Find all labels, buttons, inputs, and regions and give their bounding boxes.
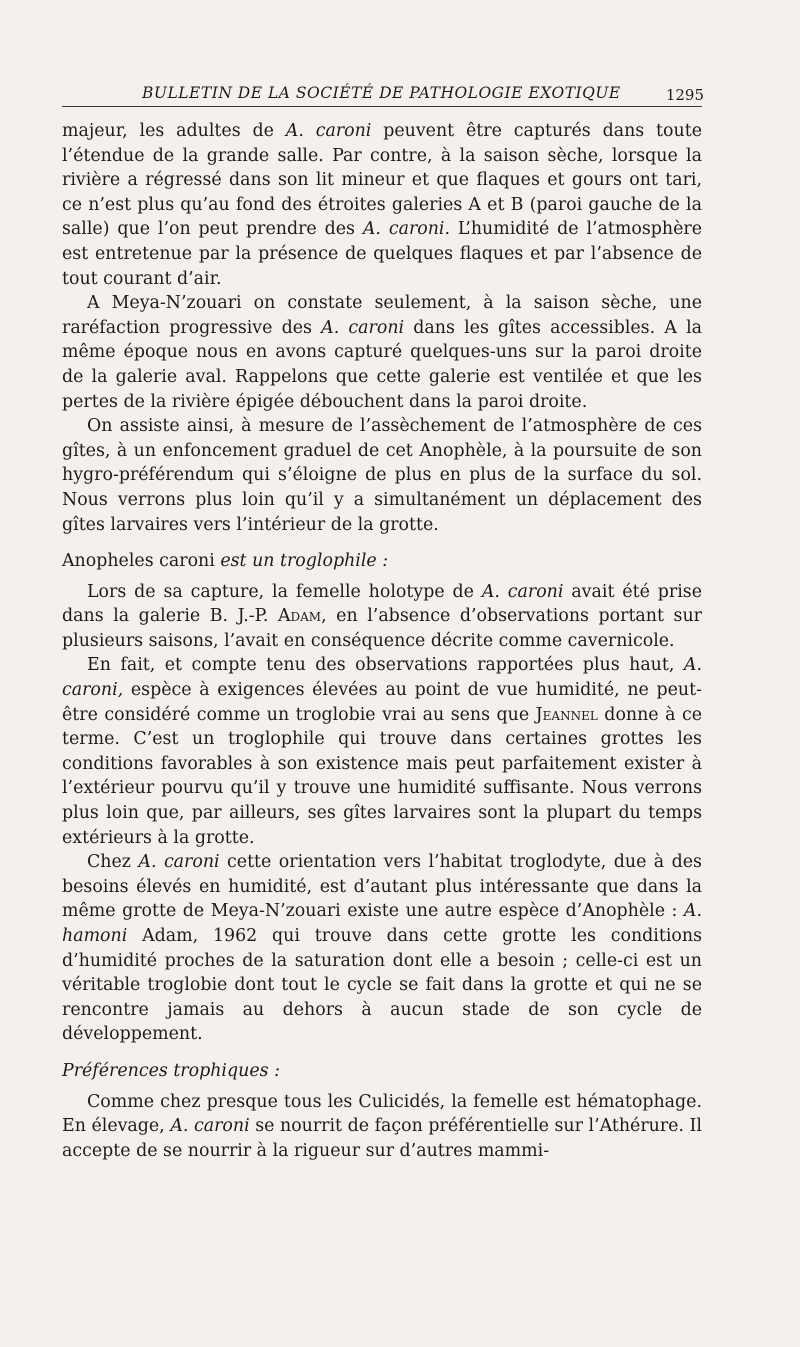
page-number: 1295 xyxy=(665,86,704,104)
section-heading-trophic: Préférences trophiques : xyxy=(62,1060,280,1081)
paragraph-5: En fait, et compte tenu des observations rapportées plus haut, A. caroni, espèce à exigences élevées au point de vue humidité, ne peut-être considéré comme un troglobie vrai au sens que Jeannel donne à ce terme. C’est un troglophile qui trouve dans certaines grottes les conditions favorables à son existence mais peut parfaitement exister à l’extérieur pourvu qu’il y trouve une humidité suffisante. Nous verrons plus loin que, par ailleurs, ses gîtes larvaires sont la plupart du temps extérieurs à la grotte. xyxy=(62,655,702,848)
body-text xyxy=(62,119,702,1163)
paragraph-6: Chez A. caroni cette orientation vers l’habitat troglodyte, due à des besoins élevés en humidité, est d’autant plus intéressante que dans la même grotte de Meya-N’zouari existe une autre espèce d’Anophèle : A. hamoni Adam, 1962 qui trouve dans cette grotte les conditions d’humidité proches de la saturation dont elle a besoin ; celle-ci est un véritable troglobie dont tout le cycle se fait dans la grotte et qui ne se rencontre jamais au dehors à aucun stade de son cycle de développement. xyxy=(62,852,702,1045)
paragraph-2: A Meya-N’zouari on constate seulement, à la saison sèche, une raréfaction progressive des A. caroni dans les gîtes accessibles. A la même époque nous en avons capturé quelques-uns sur la paroi droite de la galerie aval. Rappelons que cette galerie est ventilée et que les pertes de la rivière épigée débouchent dans la paroi droite. xyxy=(62,293,702,412)
paragraph-4: Lors de sa capture, la femelle holotype de A. caroni avait été prise dans la galerie B. J.-P. Adam, en l’absence d’observations portant sur plusieurs saisons, l’avait en conséquence décrite comme cavernicole. xyxy=(62,581,702,651)
page xyxy=(62,80,702,1163)
paragraph-3: On assiste ainsi, à mesure de l’assèchement de l’atmosphère de ces gîtes, à un enfoncement graduel de cet Anophèle, à la poursuite de son hygro-préférendum qui s’éloigne de plus en plus de la surface du sol. Nous verrons plus loin qu’il y a simultanément un déplacement des gîtes larvaires vers l’intérieur de la grotte. xyxy=(62,416,702,535)
running-title: BULLETIN DE LA SOCIÉTÉ DE PATHOLOGIE EXOTIQUE xyxy=(142,84,621,102)
paragraph-7: Comme chez presque tous les Culicidés, la femelle est hématophage. En élevage, A. caroni se nourrit de façon préférentielle sur l’Athérure. Il accepte de se nourrir à la rigueur sur d’autres mammi- xyxy=(62,1091,702,1161)
paragraph-1: majeur, les adultes de A. caroni peuvent être capturés dans toute l’étendue de la grande salle. Par contre, à la saison sèche, lorsque la rivière a régressé dans son lit mineur et que flaques et gours ont tari, ce n’est plus qu’au fond des étroites galeries A et B (paroi gauche de la salle) que l’on peut prendre des A. caroni. L’humidité de l’atmosphère est entretenue par la présence de quelques flaques et par l’absence de tout courant d’air. xyxy=(62,121,703,289)
section-heading-troglophile: Anopheles caroni est un troglophile : xyxy=(62,551,389,572)
running-header xyxy=(62,80,702,107)
